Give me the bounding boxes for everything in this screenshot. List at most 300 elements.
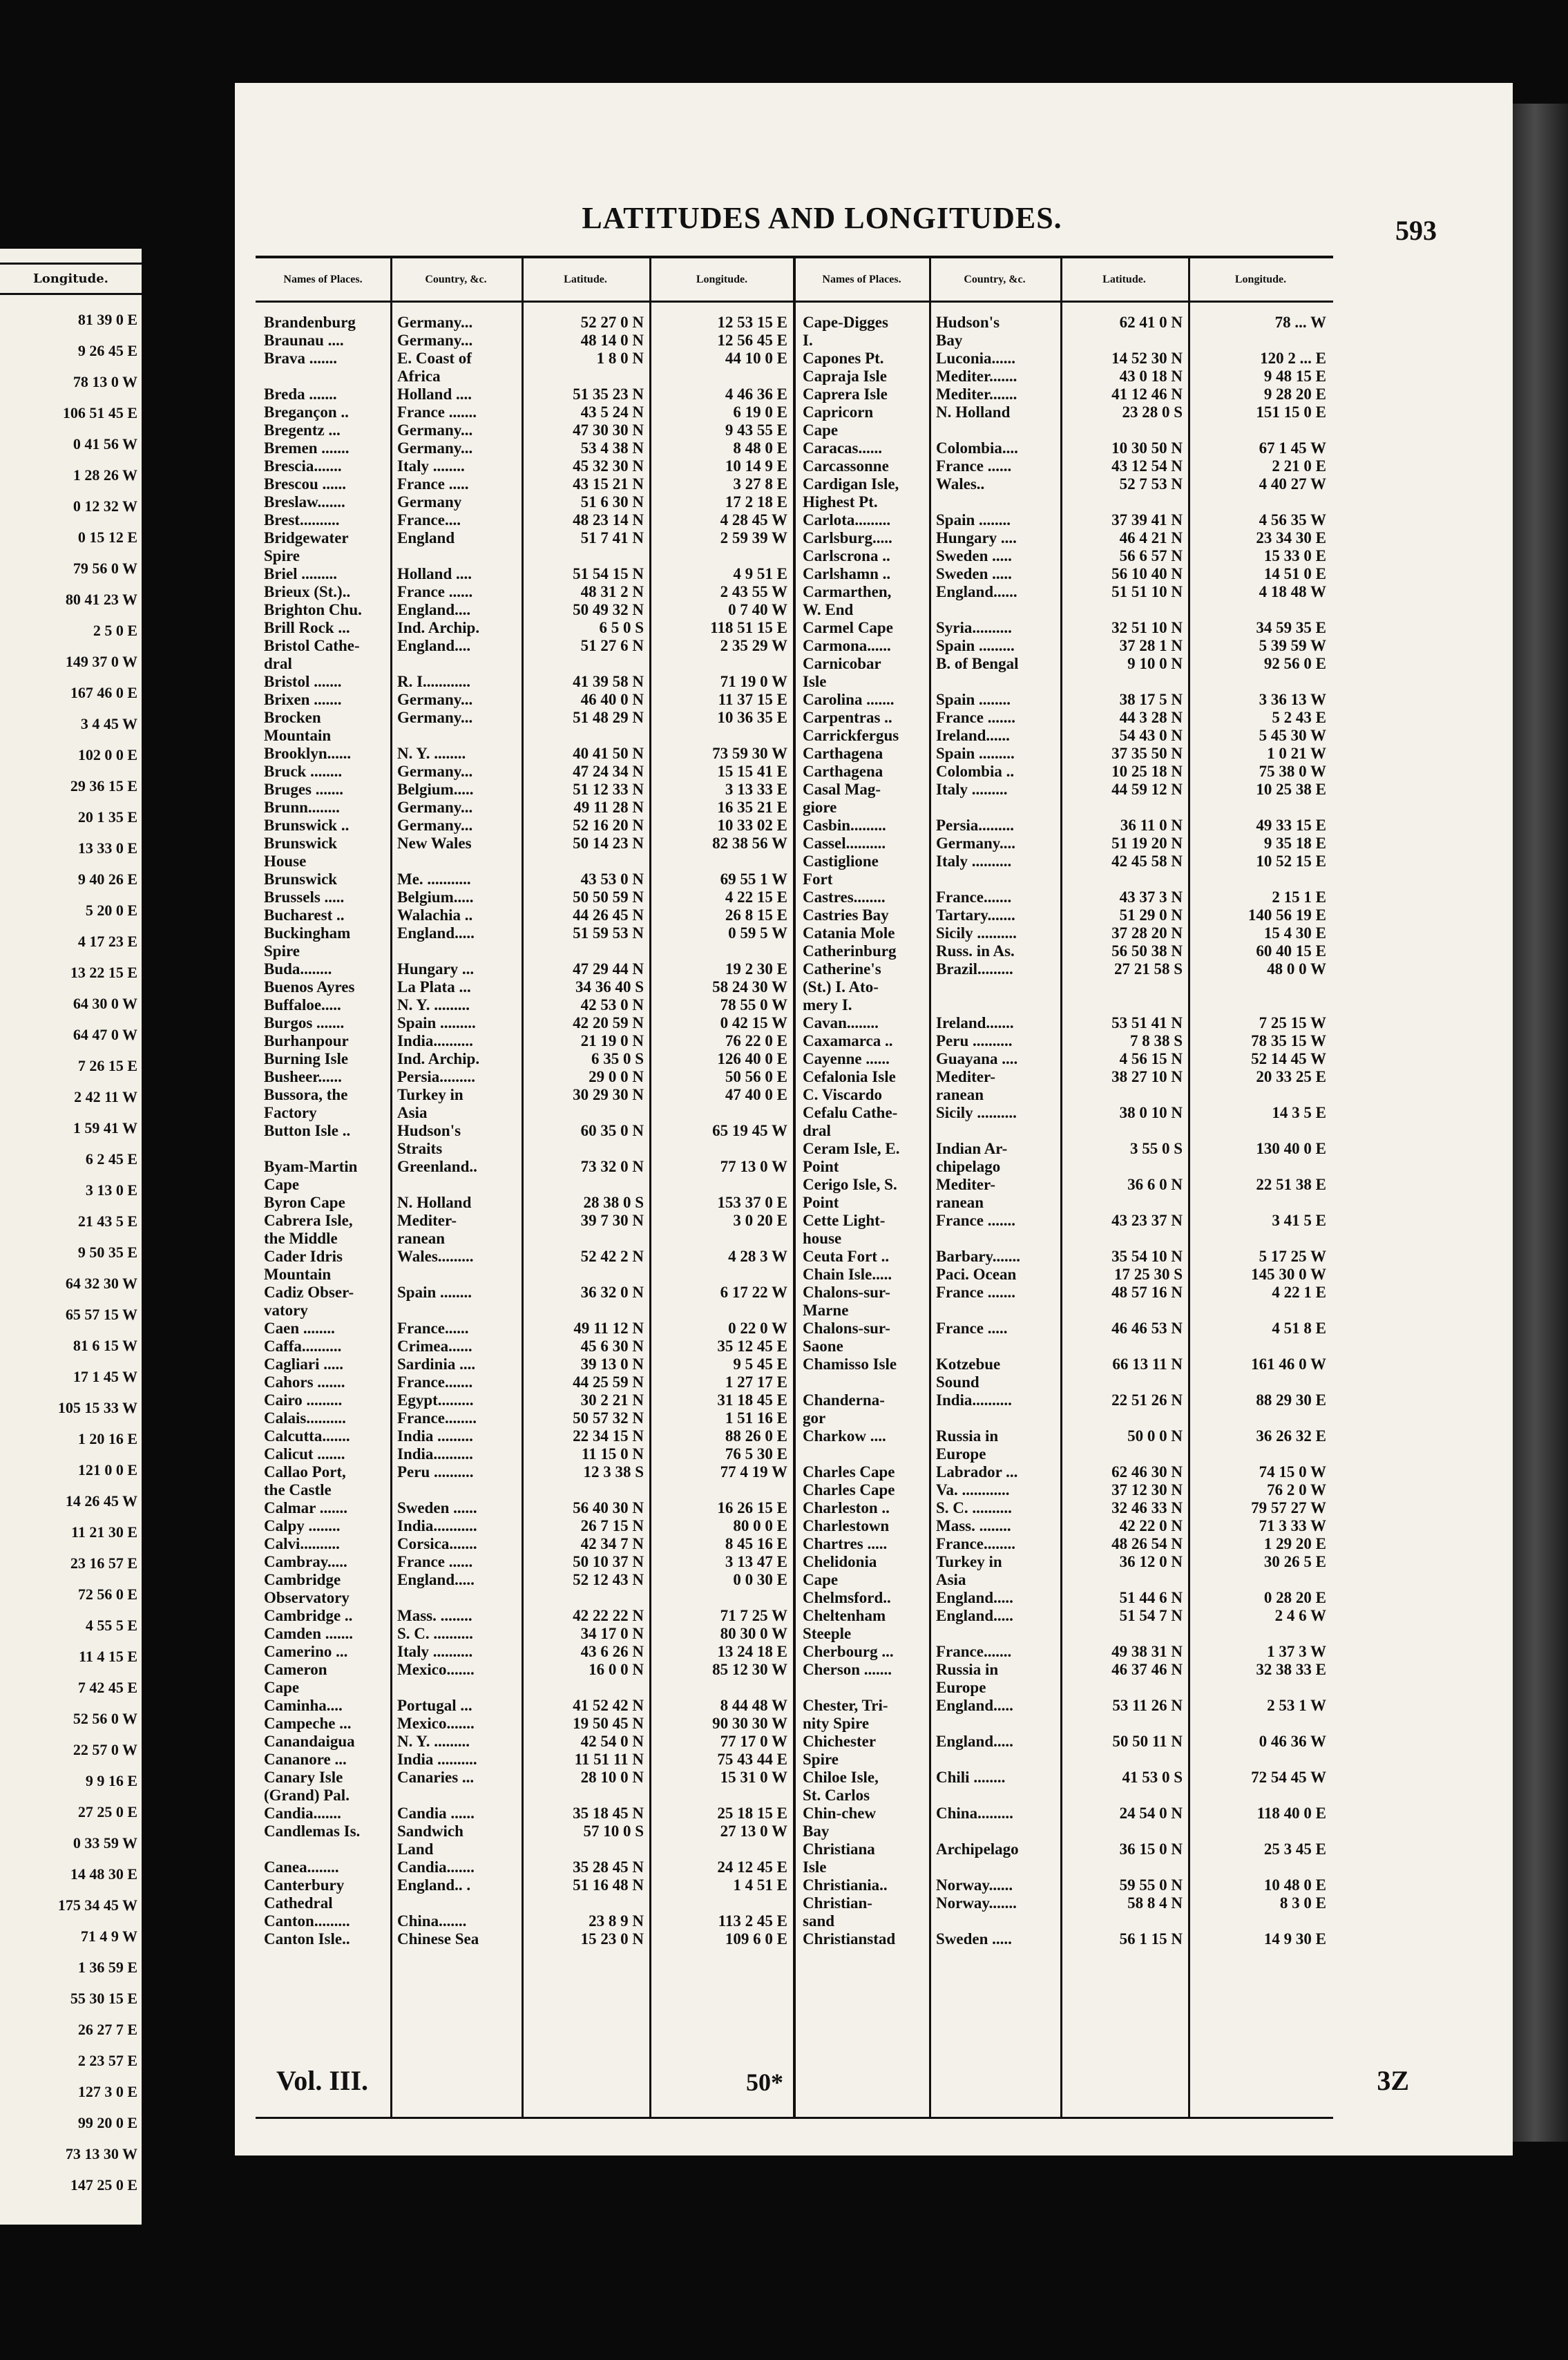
place-name-cell: Brooklyn...... xyxy=(264,745,352,762)
latitude-cell: 37 28 20 N xyxy=(1111,924,1183,942)
latitude-cell: 40 41 50 N xyxy=(573,745,644,762)
table-row xyxy=(256,942,794,960)
latitude-cell: 1 8 0 N xyxy=(596,350,644,367)
place-name-cell: Charleston .. xyxy=(803,1499,890,1516)
latitude-cell: 51 29 0 N xyxy=(1119,906,1183,924)
latitude-cell: 43 12 54 N xyxy=(1111,457,1183,475)
place-name-cell: Chichester xyxy=(803,1733,877,1750)
table-row xyxy=(256,1194,794,1212)
latitude-cell: 16 0 0 N xyxy=(589,1661,644,1678)
place-name-cell: Caxamarca .. xyxy=(803,1032,893,1049)
table-row xyxy=(256,1176,794,1194)
place-name-cell: Highest Pt. xyxy=(803,493,878,511)
place-name-cell: Brunswick xyxy=(264,835,338,852)
place-name-cell: Saone xyxy=(803,1338,843,1355)
longitude-cell: 76 2 0 W xyxy=(1267,1481,1326,1498)
country-cell: Hungary .... xyxy=(936,529,1017,546)
country-cell: France....... xyxy=(397,1373,473,1391)
page xyxy=(235,83,1513,2156)
latitude-cell: 46 37 46 N xyxy=(1111,1661,1183,1678)
latitude-cell: 45 32 30 N xyxy=(573,457,644,475)
table-row xyxy=(256,1661,794,1679)
longitude-cell: 35 12 45 E xyxy=(717,1338,787,1355)
table-row xyxy=(794,457,1333,475)
latitude-cell: 24 54 0 N xyxy=(1119,1805,1183,1822)
country-cell: France ....... xyxy=(936,1212,1015,1229)
place-name-cell: nity Spire xyxy=(803,1715,870,1732)
table-row xyxy=(794,1823,1333,1840)
previous-longitude-value: 17 1 45 W xyxy=(73,1368,137,1385)
place-name-cell: Chester, Tri- xyxy=(803,1697,888,1714)
previous-longitude-value: 13 22 15 E xyxy=(70,964,137,981)
table-row xyxy=(794,637,1333,655)
previous-longitude-value: 73 13 30 W xyxy=(65,2145,137,2162)
country-cell: England..... xyxy=(936,1607,1013,1624)
place-name-cell: Bussora, the xyxy=(264,1086,348,1103)
place-name-cell: giore xyxy=(803,799,837,816)
table-row xyxy=(256,1391,794,1409)
latitude-cell: 56 10 40 N xyxy=(1111,565,1183,582)
place-name-cell: Carnicobar xyxy=(803,655,881,672)
latitude-cell: 36 32 0 N xyxy=(580,1284,644,1301)
latitude-cell: 28 10 0 N xyxy=(580,1769,644,1786)
country-cell: Ireland...... xyxy=(936,727,1010,744)
country-cell: Walachia .. xyxy=(397,906,473,924)
table-row xyxy=(794,1912,1333,1930)
table-row xyxy=(256,1212,794,1230)
place-name-cell: Cader Idris xyxy=(264,1248,343,1265)
table-row xyxy=(256,960,794,978)
table-row xyxy=(256,1140,794,1158)
place-name-cell: Christiana xyxy=(803,1840,875,1858)
place-name-cell: Bregançon .. xyxy=(264,403,349,421)
table-row xyxy=(256,350,794,368)
country-cell: La Plata ... xyxy=(397,978,471,996)
country-cell: France....... xyxy=(936,1643,1012,1660)
country-cell: Mediter....... xyxy=(936,386,1017,403)
place-name-cell: Cayenne ...... xyxy=(803,1050,890,1067)
country-cell: Labrador ... xyxy=(936,1463,1018,1481)
latitude-cell: 27 21 58 S xyxy=(1113,960,1183,978)
longitude-cell: 12 53 15 E xyxy=(717,314,787,331)
longitude-cell: 8 44 48 W xyxy=(720,1697,787,1714)
book-spine-edge xyxy=(1513,104,1568,2142)
latitude-cell: 6 35 0 S xyxy=(591,1050,644,1067)
table-row xyxy=(256,1409,794,1427)
table-row xyxy=(794,799,1333,817)
place-name-cell: dral xyxy=(803,1122,831,1139)
longitude-cell: 2 59 39 W xyxy=(720,529,787,546)
table-row xyxy=(794,870,1333,888)
previous-longitude-value: 64 32 30 W xyxy=(65,1275,137,1292)
previous-longitude-value: 1 59 41 W xyxy=(73,1119,137,1136)
longitude-cell: 16 26 15 E xyxy=(717,1499,787,1516)
country-cell: Sandwich xyxy=(397,1823,463,1840)
longitude-cell: 15 4 30 E xyxy=(1263,924,1326,942)
country-cell: Norway...... xyxy=(936,1876,1013,1894)
table-row xyxy=(256,1122,794,1140)
longitude-cell: 1 29 20 E xyxy=(1263,1535,1326,1552)
country-cell: England.... xyxy=(397,637,471,654)
place-name-cell: Carlshamn .. xyxy=(803,565,891,582)
header-latitude: Latitude. xyxy=(1060,258,1188,303)
longitude-cell: 4 28 3 W xyxy=(728,1248,787,1265)
country-cell: Ind. Archip. xyxy=(397,619,480,636)
place-name-cell: Christianstad xyxy=(803,1930,896,1948)
longitude-cell: 161 46 0 W xyxy=(1251,1355,1326,1373)
place-name-cell: Calicut ....... xyxy=(264,1445,345,1463)
longitude-cell: 80 0 0 E xyxy=(733,1517,787,1534)
table-row xyxy=(794,493,1333,511)
country-cell: Hungary ... xyxy=(397,960,475,978)
table-row xyxy=(256,368,794,386)
country-cell: Italy .......... xyxy=(936,853,1012,870)
header-longitude: Longitude. xyxy=(1188,258,1333,303)
table-row xyxy=(256,493,794,511)
latitude-cell: 51 27 6 N xyxy=(580,637,644,654)
longitude-cell: 9 28 20 E xyxy=(1263,386,1326,403)
table-row xyxy=(794,511,1333,529)
longitude-cell: 23 34 30 E xyxy=(1256,529,1326,546)
longitude-cell: 2 21 0 E xyxy=(1272,457,1326,475)
country-cell: India.......... xyxy=(397,1032,473,1049)
page-title: LATITUDES AND LONGITUDES. xyxy=(582,201,1062,235)
longitude-cell: 49 33 15 E xyxy=(1256,817,1326,834)
table-row xyxy=(256,1338,794,1355)
place-name-cell: Cathedral xyxy=(264,1894,333,1912)
table-row xyxy=(794,1014,1333,1032)
previous-longitude-value: 121 0 0 E xyxy=(77,1461,137,1478)
country-cell: Sweden ..... xyxy=(936,565,1012,582)
place-name-cell: Caprera Isle xyxy=(803,386,888,403)
table-row xyxy=(794,1122,1333,1140)
country-cell: France ..... xyxy=(397,475,469,493)
previous-longitude-value: 4 17 23 E xyxy=(77,933,137,950)
latitude-cell: 56 40 30 N xyxy=(573,1499,644,1516)
longitude-cell: 0 22 0 W xyxy=(728,1320,787,1337)
latitude-cell: 42 20 59 N xyxy=(573,1014,644,1031)
country-cell: Mexico....... xyxy=(397,1661,475,1678)
latitude-cell: 42 45 58 N xyxy=(1111,853,1183,870)
longitude-cell: 0 0 30 E xyxy=(733,1571,787,1588)
country-cell: Land xyxy=(397,1840,434,1858)
previous-longitude-value: 79 56 0 W xyxy=(73,560,137,577)
longitude-cell: 2 53 1 W xyxy=(1267,1697,1326,1714)
place-name-cell: Carthagena xyxy=(803,763,883,780)
table-row xyxy=(256,619,794,637)
country-cell: Germany... xyxy=(397,439,473,457)
latitude-cell: 58 8 4 N xyxy=(1127,1894,1183,1912)
latitude-cell: 52 16 20 N xyxy=(573,817,644,834)
previous-longitude-value: 21 43 5 E xyxy=(77,1212,137,1230)
latitude-cell: 47 29 44 N xyxy=(573,960,644,978)
country-cell: China......... xyxy=(936,1805,1013,1822)
latitude-cell: 41 53 0 S xyxy=(1122,1769,1183,1786)
longitude-cell: 109 6 0 E xyxy=(725,1930,787,1948)
table-row xyxy=(256,888,794,906)
table-row xyxy=(794,673,1333,691)
place-name-cell: Carlota......... xyxy=(803,511,891,529)
place-name-cell: sand xyxy=(803,1912,835,1930)
latitude-cell: 49 11 12 N xyxy=(573,1320,644,1337)
longitude-cell: 78 ... W xyxy=(1274,314,1326,331)
longitude-cell: 88 29 30 E xyxy=(1256,1391,1326,1409)
longitude-cell: 76 22 0 E xyxy=(725,1032,787,1049)
place-name-cell: Buffaloe..... xyxy=(264,996,341,1014)
longitude-cell: 2 15 1 E xyxy=(1272,888,1326,906)
place-name-cell: Chelmsford.. xyxy=(803,1589,891,1606)
table-row xyxy=(256,1840,794,1858)
table-row xyxy=(794,709,1333,727)
table-row xyxy=(256,1912,794,1930)
latitude-cell: 12 3 38 S xyxy=(583,1463,644,1481)
place-name-cell: Cape xyxy=(264,1679,300,1696)
country-cell: Va. ............ xyxy=(936,1481,1010,1498)
longitude-cell: 9 35 18 E xyxy=(1263,835,1326,852)
previous-page-sliver xyxy=(0,249,142,2225)
country-cell: France ...... xyxy=(936,457,1012,475)
table-row xyxy=(256,1517,794,1535)
place-name-cell: Carpentras .. xyxy=(803,709,892,726)
latitude-cell: 45 6 30 N xyxy=(580,1338,644,1355)
table-row xyxy=(256,1787,794,1805)
longitude-cell: 10 48 0 E xyxy=(1263,1876,1326,1894)
longitude-cell: 6 17 22 W xyxy=(720,1284,787,1301)
longitude-cell: 16 35 21 E xyxy=(717,799,787,816)
country-cell: Sweden ..... xyxy=(936,1930,1012,1948)
table-row xyxy=(256,745,794,763)
previous-longitude-value: 7 26 15 E xyxy=(77,1057,137,1074)
previous-longitude-value: 22 57 0 W xyxy=(73,1741,137,1758)
longitude-cell: 10 36 35 E xyxy=(717,709,787,726)
place-name-cell: Cameron xyxy=(264,1661,327,1678)
previous-longitude-value: 7 42 45 E xyxy=(77,1679,137,1696)
place-name-cell: (St.) I. Ato- xyxy=(803,978,879,996)
table-row xyxy=(794,565,1333,583)
table-row xyxy=(256,691,794,709)
country-cell: China....... xyxy=(397,1912,467,1930)
previous-longitude-value: 0 15 12 E xyxy=(77,529,137,546)
previous-longitude-value: 4 55 5 E xyxy=(85,1617,137,1634)
longitude-cell: 9 48 15 E xyxy=(1263,368,1326,385)
table-row xyxy=(256,1445,794,1463)
country-cell: England.... xyxy=(397,601,471,618)
table-row xyxy=(794,655,1333,673)
table-row xyxy=(794,1445,1333,1463)
table-row xyxy=(256,1014,794,1032)
place-name-cell: Cherbourg ... xyxy=(803,1643,894,1660)
table-row xyxy=(256,1373,794,1391)
table-row xyxy=(256,565,794,583)
country-cell: Chili ........ xyxy=(936,1769,1006,1786)
place-name-cell: Camden ....... xyxy=(264,1625,354,1642)
longitude-cell: 75 43 44 E xyxy=(717,1751,787,1768)
latitude-cell: 62 46 30 N xyxy=(1111,1463,1183,1481)
longitude-cell: 12 56 45 E xyxy=(717,332,787,349)
place-name-cell: Brussels ..... xyxy=(264,888,345,906)
place-name-cell: Casbin......... xyxy=(803,817,886,834)
table-row xyxy=(794,439,1333,457)
country-cell: Spain ........ xyxy=(936,691,1011,708)
table-row xyxy=(256,457,794,475)
country-cell: India.......... xyxy=(397,1445,473,1463)
place-name-cell: Burhanpour xyxy=(264,1032,349,1049)
previous-longitude-value: 0 41 56 W xyxy=(73,435,137,453)
table-row xyxy=(794,314,1333,332)
country-cell: India........... xyxy=(397,1517,477,1534)
longitude-cell: 3 41 5 E xyxy=(1272,1212,1326,1229)
country-cell: Turkey in xyxy=(397,1086,463,1103)
previous-longitude-value: 52 56 0 W xyxy=(73,1710,137,1727)
place-name-cell: Carcassonne xyxy=(803,457,889,475)
latitude-cell: 53 11 26 N xyxy=(1112,1697,1183,1714)
table-row xyxy=(256,511,794,529)
place-name-cell: Carmona...... xyxy=(803,637,891,654)
longitude-cell: 27 13 0 W xyxy=(720,1823,787,1840)
place-name-cell: Campeche ... xyxy=(264,1715,352,1732)
table-row xyxy=(794,727,1333,745)
place-name-cell: Cardigan Isle, xyxy=(803,475,899,493)
table-row xyxy=(794,1266,1333,1284)
place-name-cell: Carrickfergus xyxy=(803,727,899,744)
latitude-cell: 22 34 15 N xyxy=(573,1427,644,1445)
latitude-cell: 37 35 50 N xyxy=(1111,745,1183,762)
latitude-cell: 56 50 38 N xyxy=(1111,942,1183,960)
longitude-cell: 10 52 15 E xyxy=(1256,853,1326,870)
longitude-cell: 14 51 0 E xyxy=(1263,565,1326,582)
country-cell: N. Holland xyxy=(936,403,1011,421)
country-cell: France ..... xyxy=(936,1320,1008,1337)
place-name-cell: Buda........ xyxy=(264,960,332,978)
table-row xyxy=(256,1355,794,1373)
place-name-cell: Catania Mole xyxy=(803,924,895,942)
place-name-cell: Chalons-sur- xyxy=(803,1320,890,1337)
table-row xyxy=(256,1751,794,1769)
place-name-cell: vatory xyxy=(264,1302,308,1319)
country-cell: Mediter....... xyxy=(936,368,1017,385)
country-cell: Greenland.. xyxy=(397,1158,477,1175)
longitude-cell: 6 19 0 E xyxy=(733,403,787,421)
place-name-cell: Cananore ... xyxy=(264,1751,347,1768)
latitude-cell: 54 43 0 N xyxy=(1119,727,1183,744)
latitude-cell: 47 30 30 N xyxy=(573,421,644,439)
signature-mark: 50* xyxy=(746,2068,783,2096)
longitude-cell: 60 40 15 E xyxy=(1256,942,1326,960)
latitude-cell: 32 51 10 N xyxy=(1111,619,1183,636)
country-cell: Russia in xyxy=(936,1427,999,1445)
table-row xyxy=(256,906,794,924)
country-cell: N. Holland xyxy=(397,1194,472,1211)
table-row xyxy=(256,1930,794,1948)
table-row xyxy=(794,1140,1333,1158)
place-name-cell: Caen ........ xyxy=(264,1320,335,1337)
longitude-cell: 0 46 36 W xyxy=(1259,1733,1326,1750)
latitude-cell: 51 35 23 N xyxy=(573,386,644,403)
place-name-cell: Bay xyxy=(803,1823,830,1840)
longitude-cell: 3 27 8 E xyxy=(733,475,787,493)
latitude-cell: 19 50 45 N xyxy=(573,1715,644,1732)
table-row xyxy=(794,1697,1333,1715)
longitude-cell: 1 27 17 E xyxy=(725,1373,787,1391)
previous-longitude-value: 2 23 57 E xyxy=(77,2052,137,2069)
longitude-cell: 0 59 5 W xyxy=(728,924,787,942)
table-row xyxy=(256,1481,794,1499)
place-name-cell: Chalons-sur- xyxy=(803,1284,890,1301)
latitude-cell: 50 10 37 N xyxy=(573,1553,644,1570)
table-row xyxy=(256,1679,794,1697)
latitude-cell: 44 59 12 N xyxy=(1111,781,1183,798)
place-name-cell: Burgos ....... xyxy=(264,1014,345,1031)
latitude-cell: 50 49 32 N xyxy=(573,601,644,618)
place-name-cell: Spire xyxy=(264,942,300,960)
place-name-cell: Brunn........ xyxy=(264,799,340,816)
longitude-cell: 4 22 1 E xyxy=(1272,1284,1326,1301)
table-row xyxy=(794,421,1333,439)
latitude-cell: 48 23 14 N xyxy=(573,511,644,529)
previous-longitude-value: 6 2 45 E xyxy=(85,1150,137,1168)
previous-longitude-value: 11 4 15 E xyxy=(79,1648,137,1665)
place-name-cell: I. xyxy=(803,332,813,349)
previous-longitude-value: 64 47 0 W xyxy=(73,1026,137,1043)
place-name-cell: Capricorn xyxy=(803,403,874,421)
latitude-cell: 6 5 0 S xyxy=(599,619,644,636)
place-name-cell: Breda ....... xyxy=(264,386,337,403)
table-row xyxy=(794,1032,1333,1050)
latitude-cell: 22 51 26 N xyxy=(1111,1391,1183,1409)
latitude-cell: 50 50 11 N xyxy=(1112,1733,1183,1750)
table-row xyxy=(794,1427,1333,1445)
longitude-cell: 2 4 6 W xyxy=(1274,1607,1326,1624)
place-name-cell: Cabrera Isle, xyxy=(264,1212,353,1229)
country-cell: England..... xyxy=(936,1733,1013,1750)
previous-longitude-value: 11 21 30 E xyxy=(71,1523,137,1541)
place-name-cell: Cairo ......... xyxy=(264,1391,343,1409)
previous-longitude-value: 127 3 0 E xyxy=(77,2083,137,2100)
previous-longitude-value: 13 33 0 E xyxy=(77,839,137,857)
previous-longitude-value: 71 4 9 W xyxy=(80,1928,137,1945)
previous-longitude-value: 20 1 35 E xyxy=(77,808,137,826)
latitude-cell: 3 55 0 S xyxy=(1129,1140,1183,1157)
latitude-cell: 36 6 0 N xyxy=(1127,1176,1183,1193)
latitude-cell: 21 19 0 N xyxy=(580,1032,644,1049)
country-cell: Germany... xyxy=(397,314,473,331)
longitude-cell: 69 55 1 W xyxy=(720,870,787,888)
country-cell: England...... xyxy=(936,583,1017,600)
longitude-cell: 8 45 16 E xyxy=(725,1535,787,1552)
table-row xyxy=(794,906,1333,924)
country-cell: E. Coast of xyxy=(397,350,472,367)
place-name-cell: Chin-chew xyxy=(803,1805,877,1822)
country-cell: Russ. in As. xyxy=(936,942,1015,960)
table-row xyxy=(256,637,794,655)
country-cell: Italy ........ xyxy=(397,457,465,475)
country-cell: Russia in xyxy=(936,1661,999,1678)
country-cell: Holland .... xyxy=(397,565,472,582)
country-cell: Germany... xyxy=(397,799,473,816)
country-cell: Germany... xyxy=(397,421,473,439)
previous-longitude-value: 64 30 0 W xyxy=(73,995,137,1012)
longitude-cell: 90 30 30 W xyxy=(712,1715,787,1732)
place-name-cell: Bremen ....... xyxy=(264,439,350,457)
table-row xyxy=(794,1481,1333,1499)
latitude-cell: 35 18 45 N xyxy=(573,1805,644,1822)
latitude-cell: 52 12 43 N xyxy=(573,1571,644,1588)
longitude-cell: 8 48 0 E xyxy=(733,439,787,457)
place-name-cell: Christiania.. xyxy=(803,1876,888,1894)
longitude-cell: 26 8 15 E xyxy=(725,906,787,924)
previous-longitude-value: 3 4 45 W xyxy=(80,715,137,732)
longitude-cell: 9 43 55 E xyxy=(725,421,787,439)
